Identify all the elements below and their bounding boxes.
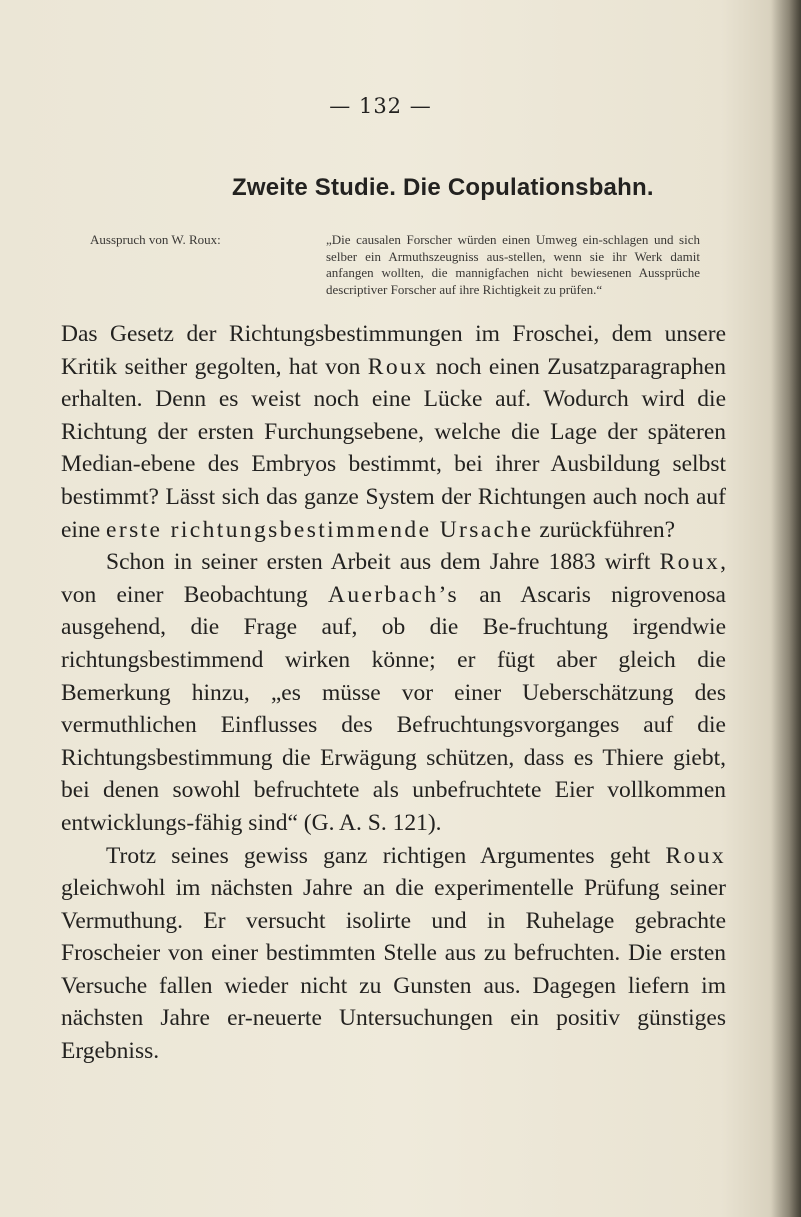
text-run: an Ascaris nigrovenosa ausgehend, die Frage auf, ob die Be-fruchtung irgendwie richtungsbestimmend wirken könne; er fügt aber gleich die Bemerkung hinzu, „es müsse vor einer Ueberschätzung des vermuthlichen Einflusses des Befruchtungsvorganges auf die Richtungsbestimmung die Erwägung schützen, dass es Thiere giebt, bei denen sowohl befruchtete als unbefruchtete Eier vollkommen entwicklungs-fähig sind“ (G. A. S. 121). [61,581,726,836]
paragraph-2 [61,546,726,839]
text-run: gleichwohl im nächsten Jahre an die experimentelle Prüfung seiner Vermuthung. Er versucht isolirte und in Ruhelage gebrachte Froscheier von einer bestimmten Stelle aus zu befruchten. Die ersten Versuche fallen wieder nicht zu Gunsten aus. Dagegen liefern im nächsten Jahre er-neuerte Untersuchungen ein positiv günstiges Ergebniss. [61,875,726,1065]
paragraph-1 [61,318,726,546]
paragraph-3 [61,840,726,1068]
text-run: zurückführen? [533,516,676,543]
body-text [61,318,726,1068]
motto-quote: „Die causalen Forscher würden einen Umweg ein-schlagen und sich selber ein Armuthszeugniss aus-stellen, wenn sie ihr Werk damit anfangen wollten, die mannigfachen nicht bewiesenen Aussprüche descriptiver Forscher auf ihre Richtigkeit zu prüfen.“ [326,232,700,297]
spaced-emphasis: erste richtungsbestimmende Ursache [106,516,534,543]
text-run: noch einen Zusatzparagraphen erhalten. Denn es weist noch eine Lücke auf. Wodurch wird die Richtung der ersten Furchungsebene, welche die Lage der späteren Median-ebene des Embryos bestimmt, bei ihrer Ausbildung selbst bestimmt? Lässt sich das ganze System der Richtungen auch noch auf eine [61,353,726,543]
motto-source: Ausspruch von W. Roux: [90,232,221,247]
page-edge-shadow [771,0,801,1217]
motto-block [90,232,700,298]
chapter-title: Zweite Studie. Die Copulationsbahn. [232,174,654,201]
text-run: Das Gesetz der Richtungsbestimmungen im Froschei, dem unsere Kritik seither gegolten, hat von [61,321,726,380]
text-run: Schon in seiner ersten Arbeit aus dem Jahre 1883 wirft [106,549,660,576]
spaced-name-auerbach: Auerbach’s [327,581,459,608]
spaced-name-roux: Roux [659,549,721,576]
text-run: Trotz seines gewiss ganz richtigen Argumentes geht [106,842,666,869]
spaced-name-roux: Roux [367,353,429,380]
text-run: , von einer Beobachtung [61,549,726,608]
page-number: — 132 — [329,94,432,118]
spaced-name-roux: Roux [665,842,726,869]
